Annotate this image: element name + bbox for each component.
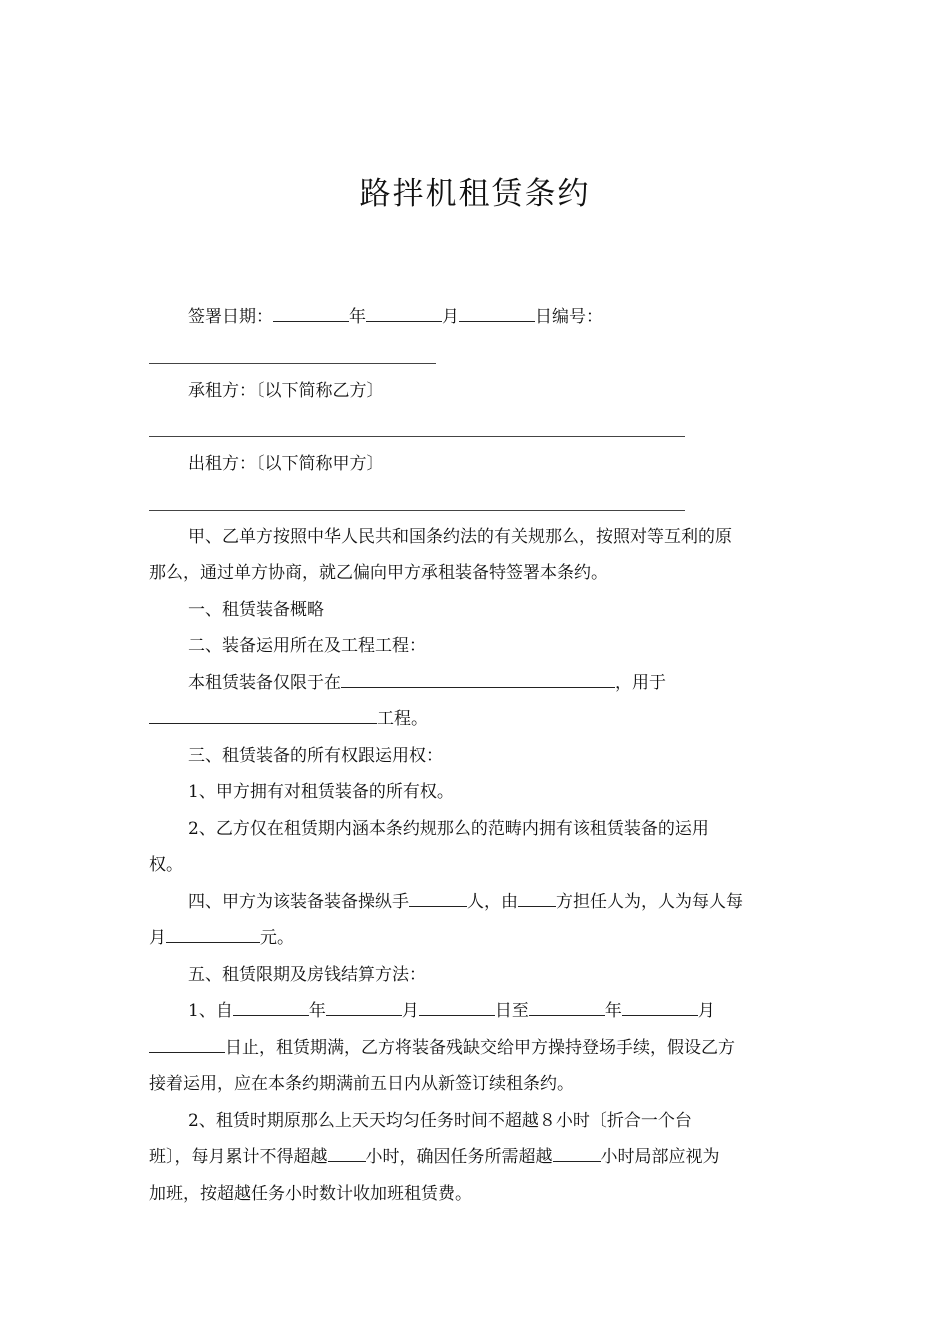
section-3-heading: 三、租赁装备的所有权跟运用权： bbox=[188, 746, 443, 766]
wage-amount-blank bbox=[166, 927, 260, 943]
operator-count-blank bbox=[409, 891, 467, 907]
month-label: 月 bbox=[442, 307, 459, 327]
to-month-blank bbox=[622, 1000, 698, 1016]
section-5-item-2-line-1: 2、租赁时期原那么上天天均匀任务时间不超越８小时〔折合一个台 bbox=[188, 1111, 692, 1131]
overtime-hours-blank bbox=[553, 1146, 601, 1162]
location-label: 本租赁装备仅限于在 bbox=[188, 673, 341, 693]
from-year-label: 年 bbox=[308, 1001, 326, 1021]
from-day-blank bbox=[419, 1000, 495, 1016]
from-month-label: 月 bbox=[401, 1001, 419, 1021]
monthly-limit-label: 班〕，每月累计不得超越 bbox=[149, 1147, 328, 1167]
location-line bbox=[149, 672, 809, 694]
section-5-item-2-line-3: 加班，按超越任务小时数计收加班租赁费。 bbox=[149, 1184, 472, 1204]
year-blank bbox=[273, 306, 349, 322]
page-title: 路拌机租赁条约 bbox=[359, 176, 591, 212]
lessor-blank bbox=[149, 510, 685, 511]
from-label: 1、自 bbox=[188, 1001, 233, 1021]
section-5-item-1-line-3: 接着运用，应在本条约期满前五日内从新签订续租条约。 bbox=[149, 1074, 574, 1094]
day-number-label: 日编号： bbox=[535, 307, 603, 327]
section-3-item-2-line-2: 权。 bbox=[149, 855, 183, 875]
signing-date-line bbox=[149, 306, 809, 328]
section-3-item-2-line-1: 2、乙方仅在租赁期内涵本条约规那么的范畴内拥有该租赁装备的运用 bbox=[188, 819, 709, 839]
intro-line-1: 甲、乙单方按照中华人民共和国条约法的有关规那么，按照对等互利的原 bbox=[188, 527, 732, 547]
month-prefix: 月 bbox=[149, 928, 166, 948]
from-month-blank bbox=[326, 1000, 402, 1016]
wage-label: 方担任人为，人为每人每 bbox=[556, 892, 743, 912]
to-label: 日至 bbox=[494, 1001, 529, 1021]
intro-line-2: 那么，通过单方协商，就乙偏向甲方承租装备特签署本条约。 bbox=[149, 563, 608, 583]
project-line bbox=[149, 708, 809, 730]
overtime-note: 小时局部应视为 bbox=[600, 1147, 720, 1167]
expiry-text: 日止，租赁期满，乙方将装备残缺交给甲方操持登场手续，假设乙方 bbox=[225, 1038, 735, 1058]
section-3-item-1: 1、甲方拥有对租赁装备的所有权。 bbox=[188, 782, 454, 802]
to-month-label: 月 bbox=[697, 1001, 715, 1021]
operator-label: 四、甲方为该装备装备操纵手 bbox=[188, 892, 409, 912]
lessee-line: 承租方：〔以下简称乙方〕 bbox=[188, 381, 384, 401]
section-4-line-1 bbox=[149, 891, 809, 913]
year-label: 年 bbox=[349, 307, 366, 327]
responsible-party-blank bbox=[518, 891, 556, 907]
section-5-item-1-line-1 bbox=[149, 1000, 809, 1022]
lessee-blank bbox=[149, 436, 685, 437]
day-blank bbox=[459, 306, 535, 322]
project-label: 工程。 bbox=[377, 709, 428, 729]
from-year-blank bbox=[233, 1000, 309, 1016]
to-year-label: 年 bbox=[604, 1001, 622, 1021]
section-5-item-2-line-2 bbox=[149, 1146, 809, 1168]
contract-number-blank bbox=[149, 363, 436, 364]
yuan-label: 元。 bbox=[260, 928, 294, 948]
usage-label: ，用于 bbox=[615, 673, 666, 693]
to-year-blank bbox=[529, 1000, 605, 1016]
section-2-heading: 二、装备运用所在及工程工程： bbox=[188, 636, 426, 656]
overtime-label: 小时，确因任务所需超越 bbox=[365, 1147, 553, 1167]
section-5-heading: 五、租赁限期及房钱结算方法： bbox=[188, 965, 426, 985]
monthly-hours-blank bbox=[328, 1146, 366, 1162]
project-blank bbox=[149, 708, 377, 724]
signing-date-label: 签署日期： bbox=[188, 307, 273, 327]
location-blank bbox=[341, 672, 615, 688]
section-5-item-1-line-2 bbox=[149, 1037, 809, 1059]
section-4-line-2 bbox=[149, 927, 809, 949]
section-1-heading: 一、租赁装备概略 bbox=[188, 600, 324, 620]
lessor-line: 出租方：〔以下简称甲方〕 bbox=[188, 454, 384, 474]
month-blank bbox=[366, 306, 442, 322]
to-day-blank bbox=[149, 1037, 225, 1053]
persons-label: 人，由 bbox=[467, 892, 518, 912]
